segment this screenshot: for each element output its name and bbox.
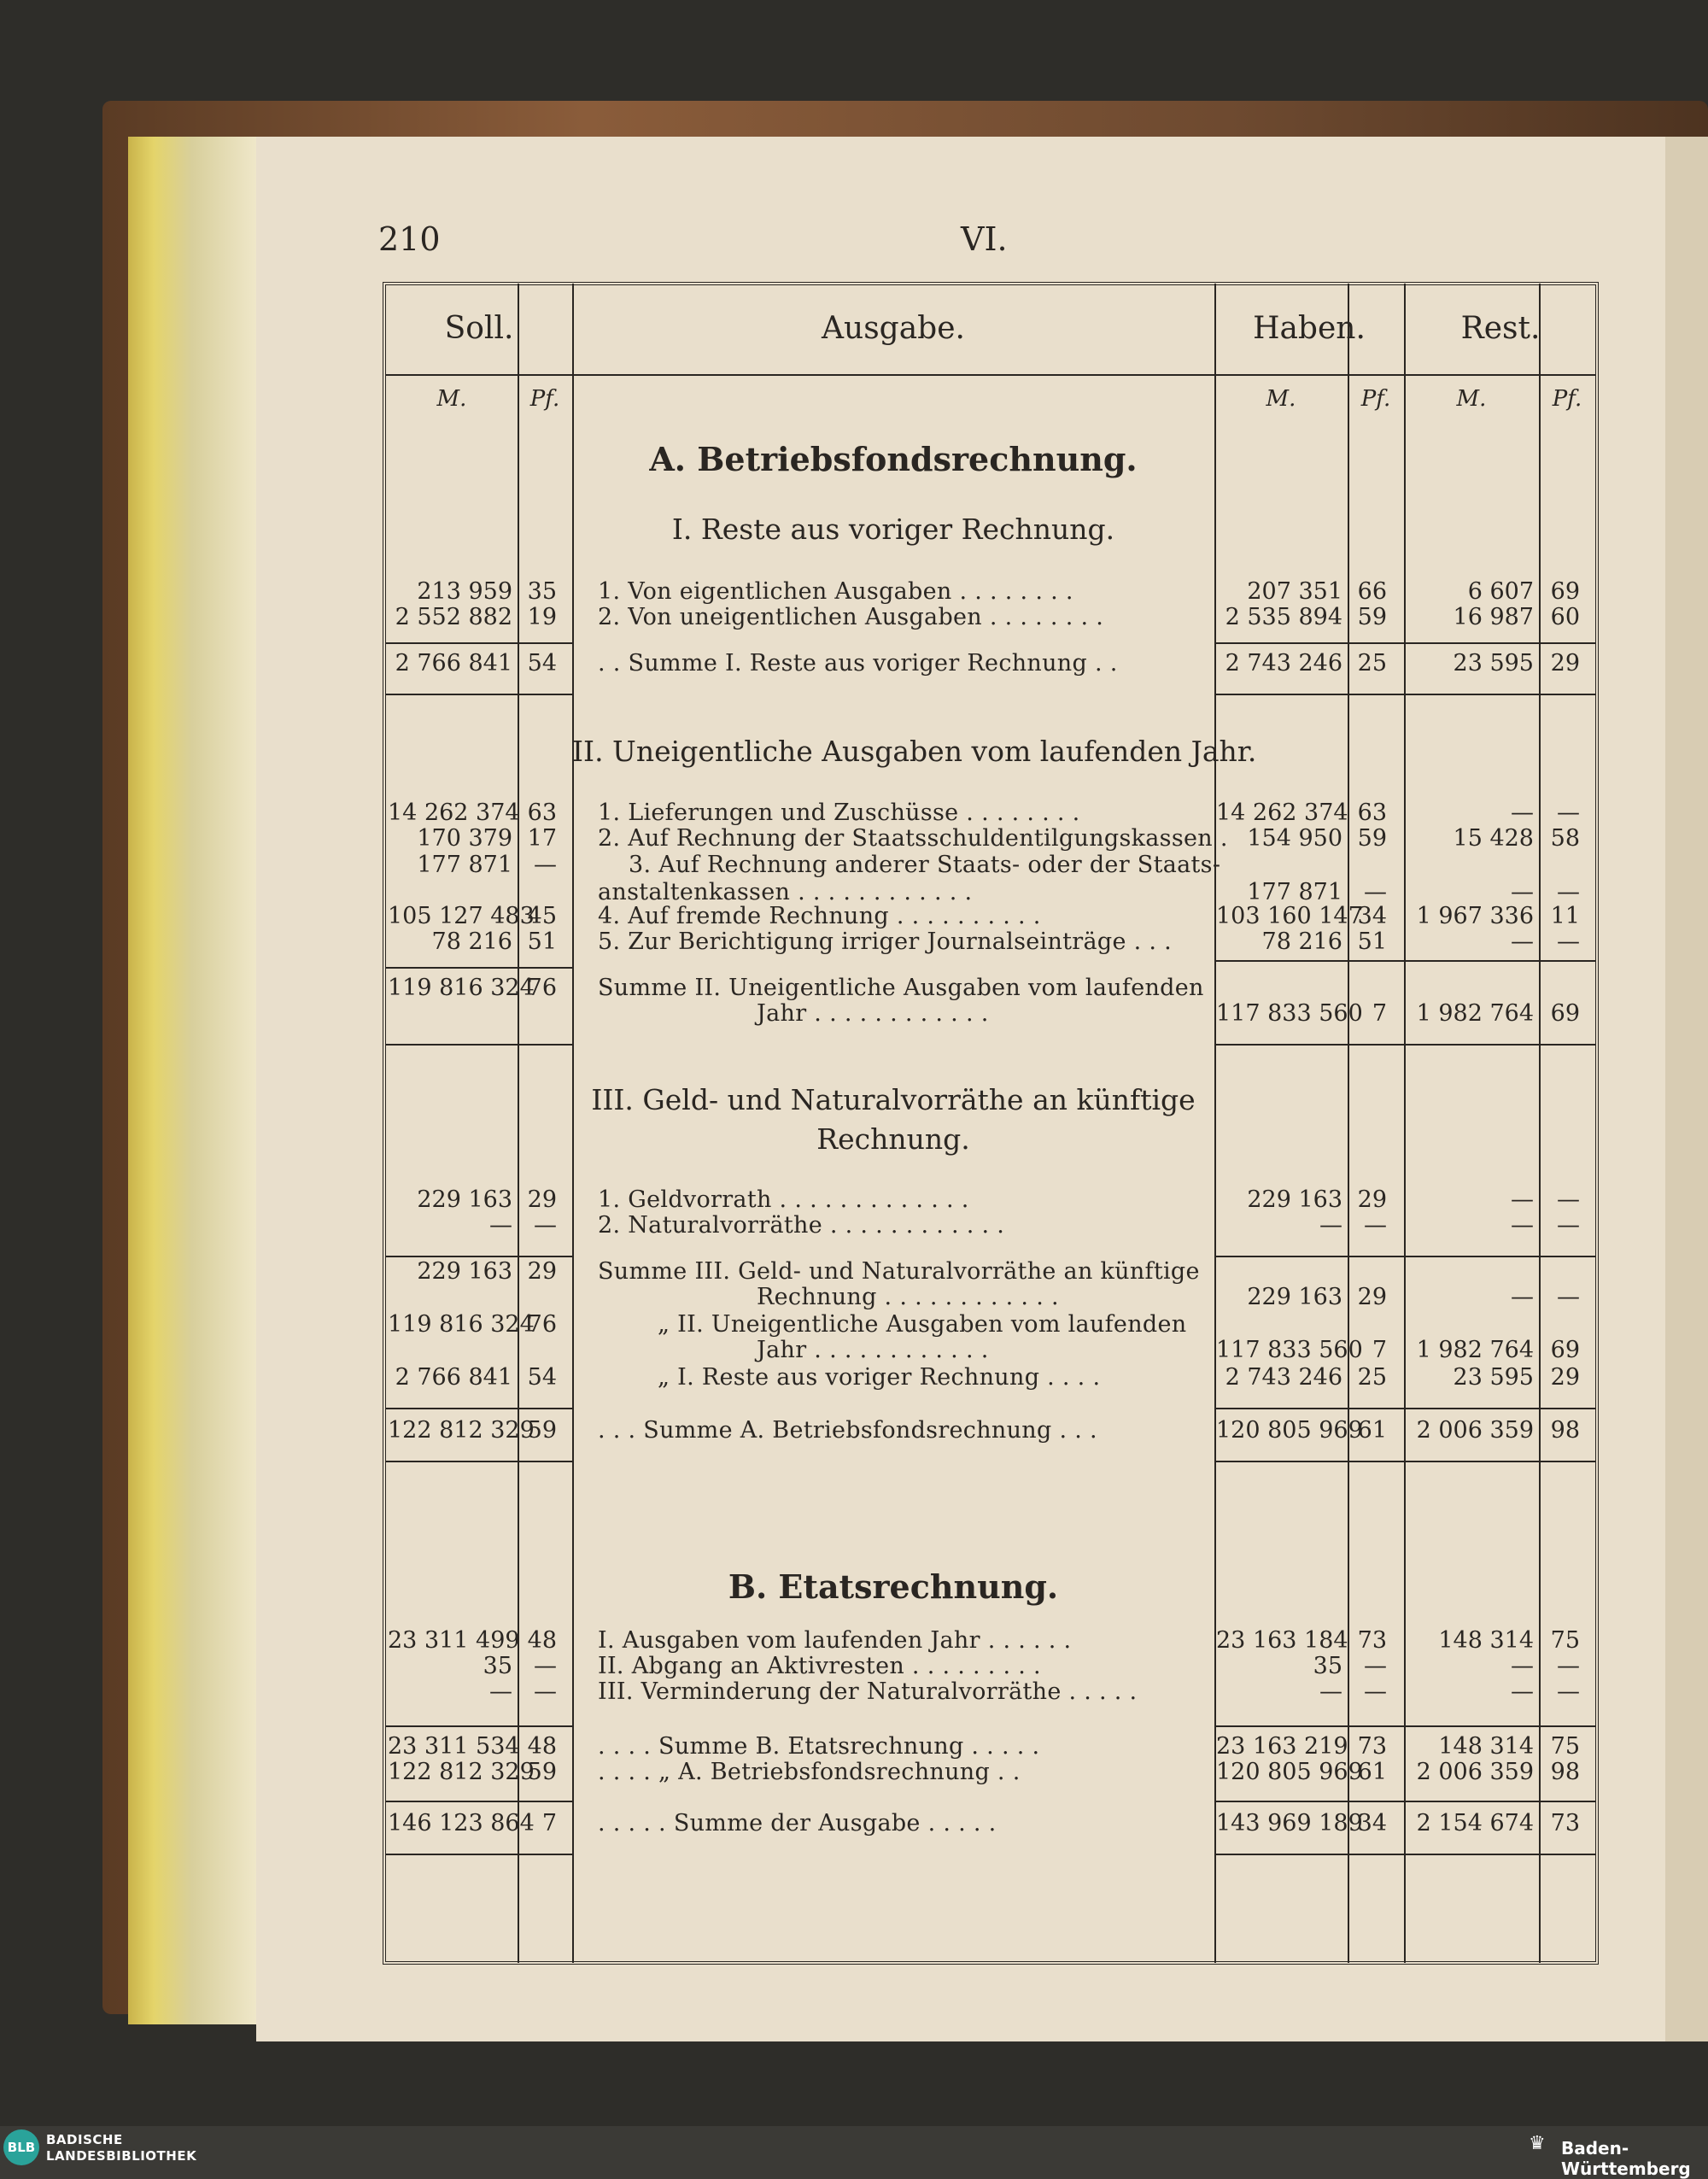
haben-pf-cell: 66 <box>1357 578 1387 605</box>
rest-mark-cell: — <box>1511 1212 1534 1239</box>
rule-soll-after-total <box>386 1854 572 1855</box>
unit-rest-pf: Pf. <box>1552 386 1582 412</box>
ausgabe-text-cell: Jahr . . . . . . . . . . . . <box>757 1337 989 1363</box>
soll-pf-cell: 59 <box>527 1759 557 1785</box>
page-number: 210 <box>378 220 441 258</box>
ausgabe-text-cell: „ II. Uneigentliche Ausgaben vom laufenden <box>658 1311 1187 1338</box>
haben-pf-cell: 34 <box>1357 903 1387 929</box>
soll-mark-cell: 122 812 329 <box>388 1417 535 1444</box>
rule-soll-after-a <box>386 1461 572 1462</box>
soll-mark-cell: 177 871 <box>417 852 512 878</box>
rule-soll-sum-b <box>386 1725 572 1727</box>
haben-mark-cell: 120 805 969 <box>1216 1417 1363 1444</box>
rule-soll-sum-iii <box>386 1256 572 1257</box>
rule-soll-after-i <box>386 694 572 695</box>
library-name-line2: LANDESBIBLIOTHEK <box>46 2148 197 2164</box>
ausgabe-text-cell: . . Summe I. Reste aus voriger Rechnung . . <box>598 650 1118 677</box>
rest-pf-cell: 69 <box>1550 1337 1580 1363</box>
haben-mark-cell: 117 833 560 <box>1216 1337 1363 1363</box>
rule-soll-total <box>386 1801 572 1802</box>
rest-mark-cell: — <box>1511 1653 1534 1679</box>
soll-mark-cell: 14 262 374 <box>388 800 520 826</box>
rule-hr-after-i <box>1214 694 1595 695</box>
rest-pf-cell: — <box>1557 1653 1580 1679</box>
state-lions-icon: ♛ <box>1529 2133 1546 2154</box>
haben-mark-cell: 2 535 894 <box>1225 604 1342 630</box>
rest-pf-cell: 69 <box>1550 578 1580 605</box>
rest-mark-cell: — <box>1511 1284 1534 1310</box>
soll-mark-cell: 170 379 <box>417 825 512 852</box>
rest-pf-cell: — <box>1557 879 1580 905</box>
ausgabe-text-cell: 2. Von uneigentlichen Ausgaben . . . . . . . . <box>598 604 1104 630</box>
rest-mark-cell: 2 006 359 <box>1416 1417 1534 1444</box>
rest-pf-cell: 75 <box>1550 1733 1580 1760</box>
haben-mark-cell: — <box>1319 1212 1342 1239</box>
ausgabe-text-cell: Summe II. Uneigentliche Ausgaben vom laufenden <box>598 975 1204 1001</box>
rule-hr-total <box>1214 1801 1595 1802</box>
haben-mark-cell: 154 950 <box>1247 825 1342 852</box>
rest-mark-cell: 15 428 <box>1453 825 1534 852</box>
header-soll: Soll. <box>444 311 514 346</box>
ausgabe-text-cell: 1. Geldvorrath . . . . . . . . . . . . . <box>598 1186 969 1213</box>
footer-bar <box>0 2126 1708 2179</box>
subsection-iii-title: III. Geld- und Naturalvorräthe an künftige <box>591 1083 1196 1116</box>
soll-mark-cell: 213 959 <box>417 578 512 605</box>
haben-mark-cell: 23 163 184 <box>1216 1627 1348 1654</box>
haben-pf-cell: 73 <box>1357 1733 1387 1760</box>
haben-mark-cell: 120 805 969 <box>1216 1759 1363 1785</box>
rule-header <box>386 374 1595 376</box>
ausgabe-text-cell: . . . . „ A. Betriebsfondsrechnung . . <box>598 1759 1021 1785</box>
soll-pf-cell: 59 <box>527 1417 557 1444</box>
soll-mark-cell: — <box>489 1212 512 1239</box>
ausgabe-text-cell: 2. Naturalvorräthe . . . . . . . . . . . . <box>598 1212 1005 1239</box>
header-haben: Haben. <box>1253 311 1366 346</box>
running-head: VI. <box>961 220 1008 258</box>
section-b-title: B. Etatsrechnung. <box>728 1567 1059 1606</box>
haben-pf-cell: 63 <box>1357 800 1387 826</box>
soll-pf-cell: 35 <box>527 578 557 605</box>
haben-pf-cell: 51 <box>1357 928 1387 955</box>
rule-rest-split <box>1539 284 1541 1963</box>
haben-pf-cell: 7 <box>1372 1337 1387 1363</box>
haben-mark-cell: 117 833 560 <box>1216 1000 1363 1027</box>
rest-pf-cell: — <box>1557 1212 1580 1239</box>
haben-mark-cell: 229 163 <box>1247 1186 1342 1213</box>
haben-pf-cell: 61 <box>1357 1759 1387 1785</box>
haben-mark-cell: 177 871 <box>1247 879 1342 905</box>
rest-pf-cell: 29 <box>1550 1364 1580 1391</box>
soll-mark-cell: 2 766 841 <box>395 1364 512 1391</box>
rest-pf-cell: 29 <box>1550 650 1580 677</box>
rest-mark-cell: — <box>1511 800 1534 826</box>
rest-mark-cell: 148 314 <box>1438 1627 1534 1654</box>
haben-mark-cell: 78 216 <box>1261 928 1342 955</box>
rule-hr-after-total <box>1214 1854 1595 1855</box>
haben-mark-cell: 229 163 <box>1247 1284 1342 1310</box>
ausgabe-text-cell: „ I. Reste aus voriger Rechnung . . . . <box>658 1364 1101 1391</box>
rest-mark-cell: — <box>1511 928 1534 955</box>
blb-logo-icon[interactable]: BLB <box>3 2129 39 2165</box>
ausgabe-text-cell: . . . . Summe B. Etatsrechnung . . . . . <box>598 1733 1040 1760</box>
ausgabe-text-cell: . . . Summe A. Betriebsfondsrechnung . . . <box>598 1417 1097 1444</box>
rest-mark-cell: — <box>1511 1678 1534 1705</box>
section-a-title: A. Betriebsfondsrechnung. <box>649 440 1138 478</box>
soll-mark-cell: 122 812 329 <box>388 1759 535 1785</box>
soll-mark-cell: 229 163 <box>417 1186 512 1213</box>
soll-pf-cell: 19 <box>527 604 557 630</box>
haben-pf-cell: 73 <box>1357 1627 1387 1654</box>
haben-pf-cell: 34 <box>1357 1810 1387 1836</box>
ausgabe-text-cell: 2. Auf Rechnung der Staatsschuldentilgungskassen . <box>598 825 1228 852</box>
rest-mark-cell: 1 982 764 <box>1416 1337 1534 1363</box>
soll-pf-cell: 76 <box>527 1311 557 1338</box>
rest-mark-cell: 1 967 336 <box>1416 903 1534 929</box>
soll-mark-cell: 229 163 <box>417 1258 512 1285</box>
haben-mark-cell: 14 262 374 <box>1216 800 1348 826</box>
header-rest: Rest. <box>1460 311 1541 346</box>
rule-hr-sum-b <box>1214 1725 1595 1727</box>
haben-mark-cell: 2 743 246 <box>1225 1364 1342 1391</box>
haben-pf-cell: 25 <box>1357 650 1387 677</box>
rest-pf-cell: 75 <box>1550 1627 1580 1654</box>
rest-mark-cell: 6 607 <box>1467 578 1534 605</box>
rule-haben-split <box>1348 284 1349 1963</box>
ausgabe-text-cell: 1. Lieferungen und Zuschüsse . . . . . . . . <box>598 800 1080 826</box>
haben-pf-cell: 25 <box>1357 1364 1387 1391</box>
haben-pf-cell: — <box>1364 1678 1387 1705</box>
haben-pf-cell: 59 <box>1357 604 1387 630</box>
rest-pf-cell: 11 <box>1550 903 1580 929</box>
rest-pf-cell: 73 <box>1550 1810 1580 1836</box>
ausgabe-text-cell: 1. Von eigentlichen Ausgaben . . . . . . . . <box>598 578 1073 605</box>
ausgabe-text-cell: III. Verminderung der Naturalvorräthe . . . . . <box>598 1678 1138 1705</box>
rest-pf-cell: 69 <box>1550 1000 1580 1027</box>
library-name-line1: BADISCHE <box>46 2132 123 2147</box>
rest-mark-cell: 16 987 <box>1453 604 1534 630</box>
soll-pf-cell: 63 <box>527 800 557 826</box>
rule-hr-sum-i <box>1214 642 1595 644</box>
unit-haben-pf: Pf. <box>1360 386 1391 412</box>
rule-soll-sum-a <box>386 1408 572 1409</box>
header-ausgabe: Ausgabe. <box>822 311 965 346</box>
rest-mark-cell: 2 154 674 <box>1416 1810 1534 1836</box>
ausgabe-text-cell: 5. Zur Berichtigung irriger Journalseinträge . . . <box>598 928 1173 955</box>
rule-soll-sum-ii <box>386 967 572 969</box>
rest-pf-cell: 98 <box>1550 1759 1580 1785</box>
soll-pf-cell: 76 <box>527 975 557 1001</box>
soll-pf-cell: — <box>534 852 557 878</box>
unit-rest-mark: M. <box>1456 386 1487 412</box>
ausgabe-text-cell: 4. Auf fremde Rechnung . . . . . . . . . . <box>598 903 1041 929</box>
rest-pf-cell: — <box>1557 1678 1580 1705</box>
soll-pf-cell: 54 <box>527 1364 557 1391</box>
haben-pf-cell: — <box>1364 1212 1387 1239</box>
page-edges <box>128 137 256 2024</box>
ausgabe-text-cell: . . . . . Summe der Ausgabe . . . . . <box>598 1810 997 1836</box>
soll-pf-cell: 54 <box>527 650 557 677</box>
haben-pf-cell: 7 <box>1372 1000 1387 1027</box>
soll-mark-cell: 35 <box>483 1653 512 1679</box>
haben-pf-cell: 59 <box>1357 825 1387 852</box>
soll-mark-cell: 2 552 882 <box>395 604 512 630</box>
ausgabe-text-cell: anstaltenkassen . . . . . . . . . . . . <box>598 879 973 905</box>
haben-mark-cell: 103 160 147 <box>1216 903 1363 929</box>
rest-mark-cell: — <box>1511 879 1534 905</box>
rest-mark-cell: 23 595 <box>1453 1364 1534 1391</box>
haben-mark-cell: 143 969 189 <box>1216 1810 1363 1836</box>
subsection-ii-title: II. Uneigentliche Ausgaben vom laufenden Jahr. <box>572 735 1257 768</box>
soll-pf-cell: 29 <box>527 1258 557 1285</box>
ausgabe-text-cell: II. Abgang an Aktivresten . . . . . . . . . <box>598 1653 1041 1679</box>
rest-pf-cell: 60 <box>1550 604 1580 630</box>
soll-pf-cell: — <box>534 1653 557 1679</box>
rule-hr-after-ii <box>1214 1044 1595 1046</box>
soll-pf-cell: — <box>534 1212 557 1239</box>
rule-rest-left <box>1404 284 1406 1963</box>
rule-hr-after-a <box>1214 1461 1595 1462</box>
rule-hr-sum-a <box>1214 1408 1595 1409</box>
soll-mark-cell: 119 816 324 <box>388 975 535 1001</box>
soll-mark-cell: 105 127 483 <box>388 903 535 929</box>
ausgabe-text-cell: I. Ausgaben vom laufenden Jahr . . . . . . <box>598 1627 1072 1654</box>
rule-haben-left <box>1214 284 1216 1963</box>
ausgabe-text-cell: 3. Auf Rechnung anderer Staats- oder der Staats- <box>629 852 1221 878</box>
rest-pf-cell: — <box>1557 928 1580 955</box>
ausgabe-text-cell: Jahr . . . . . . . . . . . . <box>757 1000 989 1027</box>
ausgabe-text-cell: Rechnung . . . . . . . . . . . . <box>757 1284 1059 1310</box>
soll-mark-cell: 146 123 864 <box>388 1810 535 1836</box>
haben-mark-cell: 207 351 <box>1247 578 1342 605</box>
haben-mark-cell: 23 163 219 <box>1216 1733 1348 1760</box>
soll-pf-cell: — <box>534 1678 557 1705</box>
soll-pf-cell: 7 <box>541 1810 557 1836</box>
soll-mark-cell: 23 311 534 <box>388 1733 520 1760</box>
rule-hr-sum-ii <box>1214 960 1595 962</box>
rest-mark-cell: — <box>1511 1186 1534 1213</box>
rest-pf-cell: — <box>1557 1186 1580 1213</box>
rest-pf-cell: 98 <box>1550 1417 1580 1444</box>
rest-mark-cell: 2 006 359 <box>1416 1759 1534 1785</box>
rest-pf-cell: 58 <box>1550 825 1580 852</box>
soll-pf-cell: 45 <box>527 903 557 929</box>
unit-soll-mark: M. <box>436 386 467 412</box>
rest-pf-cell: — <box>1557 800 1580 826</box>
haben-pf-cell: 29 <box>1357 1284 1387 1310</box>
rest-mark-cell: 148 314 <box>1438 1733 1534 1760</box>
haben-mark-cell: — <box>1319 1678 1342 1705</box>
subsection-i-title: I. Reste aus voriger Rechnung. <box>671 513 1115 546</box>
ausgabe-text-cell: Summe III. Geld- und Naturalvorräthe an künftige <box>598 1258 1200 1285</box>
soll-mark-cell: 78 216 <box>431 928 512 955</box>
haben-pf-cell: — <box>1364 1653 1387 1679</box>
facing-page <box>1665 137 1708 2041</box>
soll-pf-cell: 17 <box>527 825 557 852</box>
soll-mark-cell: 119 816 324 <box>388 1311 535 1338</box>
rule-soll-sum-i <box>386 642 572 644</box>
subsection-iii-title-cont: Rechnung. <box>816 1122 970 1156</box>
rule-soll-after-ii <box>386 1044 572 1046</box>
state-logo-text[interactable]: Baden-Württemberg <box>1561 2138 1691 2179</box>
haben-mark-cell: 35 <box>1313 1653 1342 1679</box>
soll-mark-cell: — <box>489 1678 512 1705</box>
unit-haben-mark: M. <box>1266 386 1296 412</box>
soll-mark-cell: 2 766 841 <box>395 650 512 677</box>
rule-hr-sum-iii <box>1214 1256 1595 1257</box>
rule-soll-split <box>518 284 519 1963</box>
haben-pf-cell: — <box>1364 879 1387 905</box>
haben-pf-cell: 29 <box>1357 1186 1387 1213</box>
unit-soll-pf: Pf. <box>529 386 560 412</box>
rest-mark-cell: 23 595 <box>1453 650 1534 677</box>
haben-mark-cell: 2 743 246 <box>1225 650 1342 677</box>
soll-pf-cell: 29 <box>527 1186 557 1213</box>
soll-pf-cell: 48 <box>527 1733 557 1760</box>
soll-mark-cell: 23 311 499 <box>388 1627 520 1654</box>
rest-mark-cell: 1 982 764 <box>1416 1000 1534 1027</box>
soll-pf-cell: 51 <box>527 928 557 955</box>
soll-pf-cell: 48 <box>527 1627 557 1654</box>
rest-pf-cell: — <box>1557 1284 1580 1310</box>
haben-pf-cell: 61 <box>1357 1417 1387 1444</box>
